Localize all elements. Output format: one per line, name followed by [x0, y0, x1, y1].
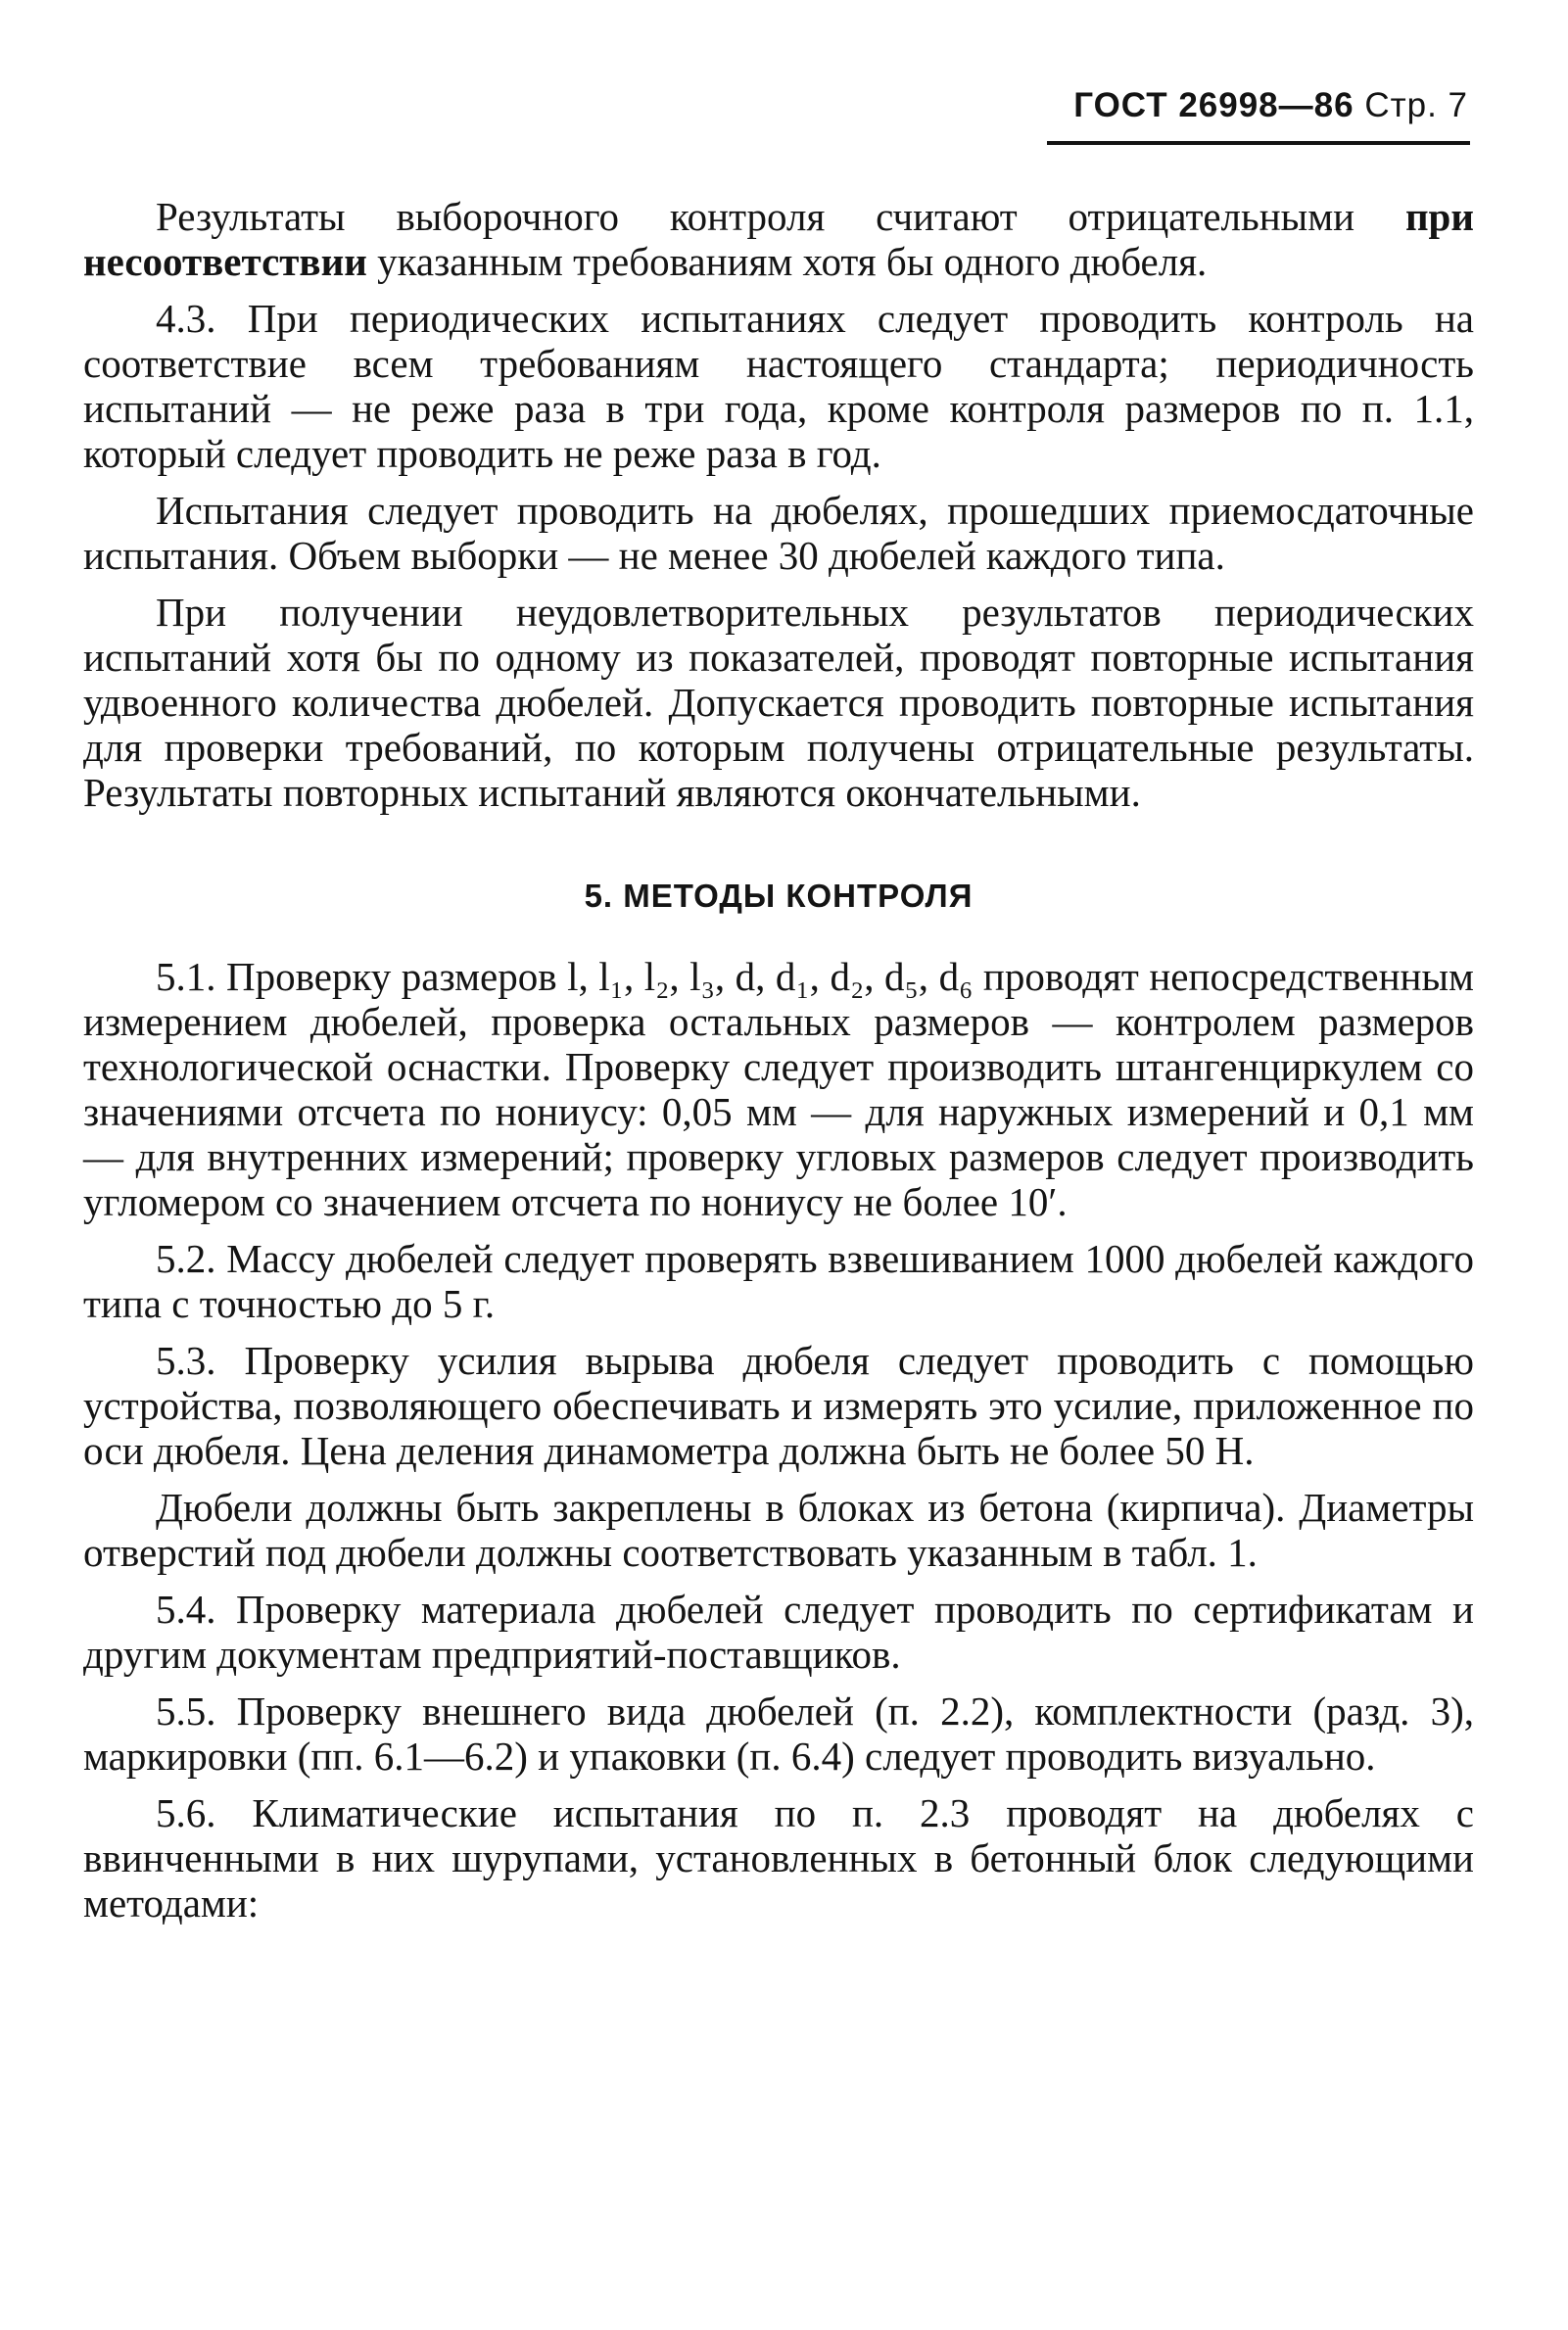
paragraph-sample-control-part2: указанным требованиям хотя бы одного дюбеля.	[366, 239, 1208, 284]
paragraph-5-5: 5.5. Проверку внешнего вида дюбелей (п. 2.2), комплектности (разд. 3), маркировки (пп. 6.1—6.2) и упаковки (п. 6.4) следует проводить визуально.	[83, 1688, 1474, 1779]
paragraph-sample-control	[83, 194, 1474, 284]
paragraph-sample-control-part1: Результаты выборочного контроля считают отрицательными	[156, 194, 1405, 239]
paragraph-5-4: 5.4. Проверку материала дюбелей следует проводить по сертификатам и другим документам предприятий-поставщиков.	[83, 1587, 1474, 1677]
header-rule	[1047, 141, 1470, 145]
paragraph-4-3: 4.3. При периодических испытаниях следует проводить контроль на соответствие всем требованиям настоящего стандарта; периодичность испытаний — не реже раза в три года, кроме контроля размеров по п. 1.1, который следует проводить не реже раза в год.	[83, 296, 1474, 476]
paragraph-5-3-blocks: Дюбели должны быть закреплены в блоках из бетона (кирпича). Диаметры отверстий под дюбели должны соответствовать указанным в табл. 1.	[83, 1485, 1474, 1575]
paragraph-5-3: 5.3. Проверку усилия вырыва дюбеля следует проводить с помощью устройства, позволяющего обеспечивать и измерять это усилие, приложенное по оси дюбеля. Цена деления динамометра должна быть не более 50 Н.	[83, 1338, 1474, 1473]
paragraph-test-sample: Испытания следует проводить на дюбелях, прошедших приемосдаточные испытания. Объем выборки — не менее 30 дюбелей каждого типа.	[83, 488, 1474, 578]
paragraph-repeat-tests: При получении неудовлетворительных результатов периодических испытаний хотя бы по одному из показателей, проводят повторные испытания удвоенного количества дюбелей. Допускается проводить повторные испытания для проверки требований, по которым получены отрицательные результаты. Результаты повторных испытаний являются окончательными.	[83, 590, 1474, 815]
running-header	[1073, 86, 1468, 125]
doc-code: ГОСТ 26998—86	[1073, 86, 1354, 124]
paragraph-sample-control-bold: при несоответствии	[83, 194, 1474, 284]
section-title: 5. МЕТОДЫ КОНТРОЛЯ	[584, 878, 974, 914]
document-body	[83, 194, 1474, 1937]
paragraph-5-1: 5.1. Проверку размеров l, l₁, l₂, l₃, d, d₁, d₂, d₅, d₆ проводят непосредственным измерением дюбелей, проверка остальных размеров — контролем размеров технологической оснастки. Проверку следует производить штангенциркулем со значениями отсчета по нониусу: 0,05 мм — для наружных измерений и 0,1 мм — для внутренних измерений; проверку угловых размеров следует производить угломером со значением отсчета по нониусу не более 10′.	[83, 954, 1474, 1224]
page-label: Стр. 7	[1364, 86, 1468, 124]
paragraph-5-2: 5.2. Массу дюбелей следует проверять взвешиванием 1000 дюбелей каждого типа с точностью до 5 г.	[83, 1236, 1474, 1326]
paragraph-5-6: 5.6. Климатические испытания по п. 2.3 проводят на дюбелях с ввинченными в них шурупами, установленных в бетонный блок следующими методами:	[83, 1790, 1474, 1926]
